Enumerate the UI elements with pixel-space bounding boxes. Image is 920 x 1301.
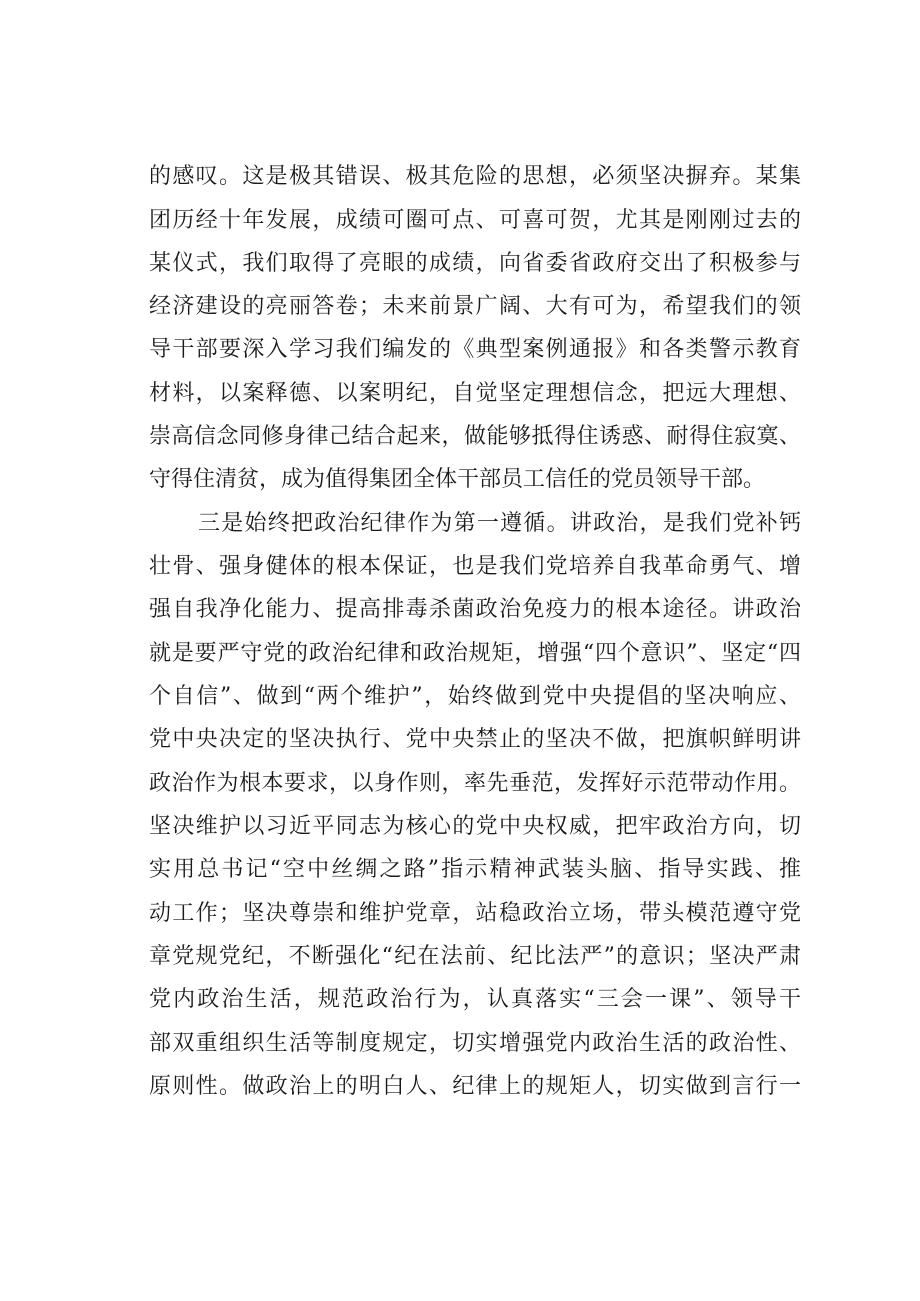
text-line: 党中央决定的坚决执行、党中央禁止的坚决不做，把旗帜鲜明讲 [149, 727, 801, 752]
paragraph-first-line: 三是始终把政治纪律作为第一遵循。讲政治，是我们党补钙 [198, 511, 801, 536]
text-line: 坚决维护以习近平同志为核心的党中央权威，把牢政治方向，切 [149, 814, 801, 839]
text-line: 部双重组织生活等制度规定，切实增强党内政治生活的政治性、 [149, 1031, 801, 1056]
text-line: 就是要严守党的政治纪律和政治规矩，增强“四个意识”、坚定“四 [149, 641, 801, 666]
text-line: 党内政治生活，规范政治行为，认真落实“三会一课”、领导干 [149, 987, 801, 1012]
text-line: 经济建设的亮丽答卷；未来前景广阔、大有可为，希望我们的领 [149, 294, 801, 319]
paragraph-last-line: 守得住清贫，成为值得集团全体干部员工信任的党员领导干部。 [149, 467, 766, 492]
text-line: 个自信”、做到“两个维护”，始终做到党中央提倡的坚决响应、 [149, 684, 801, 709]
text-line: 强自我净化能力、提高排毒杀菌政治免疫力的根本途径。讲政治 [149, 597, 801, 622]
text-line: 团历经十年发展，成绩可圈可点、可喜可贺，尤其是刚刚过去的 [149, 208, 801, 233]
text-line: 崇高信念同修身律己结合起来，做能够抵得住诱惑、耐得住寂寞、 [149, 424, 801, 449]
text-line: 实用总书记“空中丝绸之路”指示精神武装头脑、指导实践、推 [149, 857, 801, 882]
text-line: 原则性。做政治上的明白人、纪律上的规矩人，切实做到言行一 [149, 1074, 801, 1099]
text-line: 的感叹。这是极其错误、极其危险的思想，必须坚决摒弃。某集 [149, 164, 801, 189]
text-line: 政治作为根本要求，以身作则，率先垂范，发挥好示范带动作用。 [149, 771, 801, 796]
text-line: 某仪式，我们取得了亮眼的成绩，向省委省政府交出了积极参与 [149, 251, 801, 276]
text-line: 壮骨、强身健体的根本保证，也是我们党培养自我革命勇气、增 [149, 554, 801, 579]
text-line: 导干部要深入学习我们编发的《典型案例通报》和各类警示教育 [149, 337, 801, 362]
text-line: 材料，以案释德、以案明纪，自觉坚定理想信念，把远大理想、 [149, 381, 801, 406]
text-line: 章党规党纪，不断强化“纪在法前、纪比法严”的意识；坚决严肃 [149, 944, 801, 969]
text-line: 动工作；坚决尊崇和维护党章，站稳政治立场，带头模范遵守党 [149, 901, 801, 926]
